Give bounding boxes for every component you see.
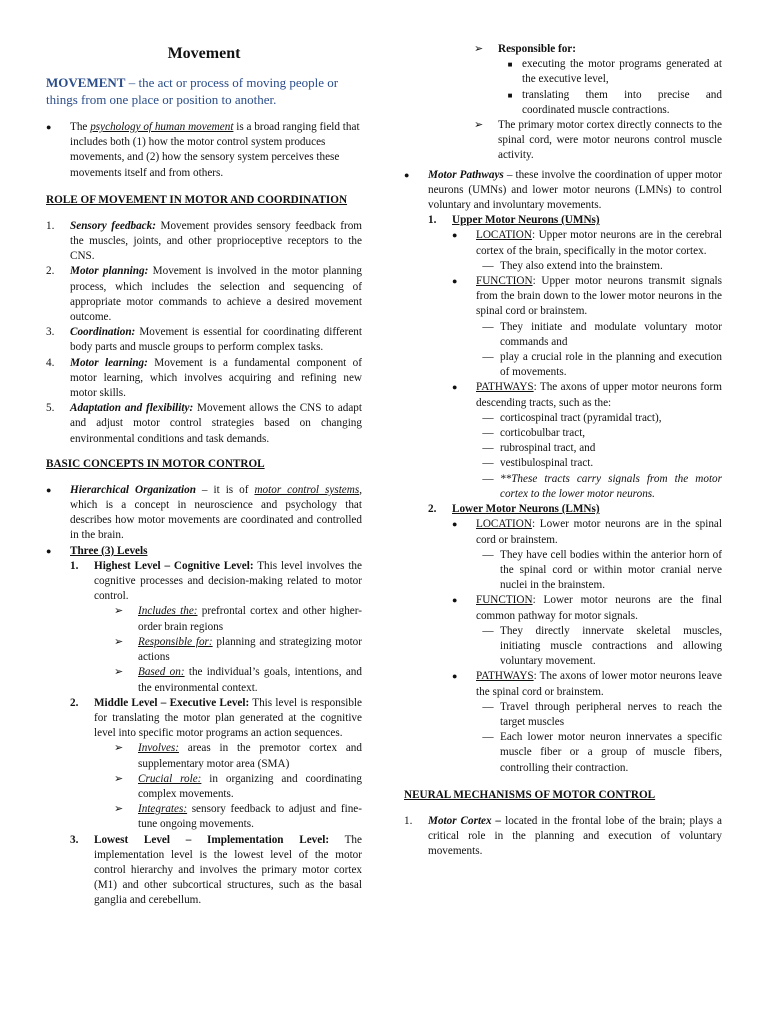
arrow-bullet-icon: ➢ xyxy=(114,605,124,618)
dash-bullet-icon: — xyxy=(482,624,494,637)
level-item xyxy=(70,696,362,742)
dash-bullet-icon: — xyxy=(482,472,494,485)
level-title: Middle Level – Executive Level: xyxy=(94,696,250,709)
definition-text: – the act or process of moving people or things from one place or position to another. xyxy=(46,75,339,107)
item-term: Coordination: xyxy=(70,326,136,339)
square-item xyxy=(498,88,722,118)
umn-pathways xyxy=(452,380,722,410)
location-desc: : Lower motor neurons are in the spinal cord or brainstem. xyxy=(476,518,722,546)
hierarchical-bullet xyxy=(46,483,362,544)
item-number: 1. xyxy=(46,219,55,232)
lmn-location xyxy=(452,517,722,547)
item-text xyxy=(70,219,362,265)
square-item xyxy=(498,57,722,87)
pathways-bullet xyxy=(404,168,722,214)
sub-desc: planning and strategizing motor actions xyxy=(138,635,362,664)
responsible-item xyxy=(474,42,722,57)
sub-text xyxy=(138,635,362,665)
dash-bullet-icon: — xyxy=(482,700,494,713)
intro-emphasis: psychology of human movement xyxy=(90,121,234,133)
dash-bullet-icon: — xyxy=(482,731,494,744)
bullet-dot-icon: ● xyxy=(452,276,458,287)
bullet-dot-icon: ● xyxy=(452,519,458,530)
sub-label: Crucial role: xyxy=(138,772,202,785)
square-text: executing the motor programs generated at the executive level, xyxy=(522,58,722,86)
level-text xyxy=(94,696,362,742)
intro-post: is a broad ranging field that includes both (1) how the motor control system produces movements, and (2) how the sensory system perceives these movements itself and from others. xyxy=(70,121,360,179)
pathways-detail-text xyxy=(476,380,722,410)
intro-bullet xyxy=(46,120,362,181)
location-text xyxy=(476,228,722,258)
left-column xyxy=(46,0,362,909)
umn-details xyxy=(428,228,722,502)
bullet-dot-icon: ● xyxy=(46,122,52,132)
lmn-details xyxy=(428,517,722,775)
level-desc: This level involves the cognitive processes and decision-making related to motor control. xyxy=(94,559,362,603)
hier-mid: – it is of xyxy=(195,483,255,496)
pathways-label: PATHWAYS xyxy=(476,381,534,394)
square-bullet-icon: ■ xyxy=(507,90,513,100)
item-term: Motor planning: xyxy=(70,265,149,278)
level-desc: This level is responsible for translating the motor plan generated at the cognitive level into specific motor programs an action sequences. xyxy=(94,696,362,740)
item-number: 4. xyxy=(46,356,55,369)
role-heading: ROLE OF MOVEMENT IN MOTOR AND COORDINATION xyxy=(46,193,348,206)
definition-term: MOVEMENT xyxy=(46,75,126,90)
dash-item xyxy=(476,426,722,441)
item-number: 1. xyxy=(404,814,413,827)
arrow-bullet-icon: ➢ xyxy=(114,803,124,816)
level-number: 1. xyxy=(70,559,79,572)
lmn-number: 2. xyxy=(428,503,437,516)
level-item xyxy=(70,833,362,909)
three-levels-bullet xyxy=(46,544,362,559)
sub-text xyxy=(138,604,362,634)
dash-item xyxy=(476,411,722,426)
sub-label: Responsible for: xyxy=(138,635,213,648)
role-item xyxy=(46,325,362,355)
levels-list xyxy=(46,559,362,909)
bullet-dot-icon: ● xyxy=(452,382,458,393)
location-label: LOCATION xyxy=(476,229,532,242)
umn-item xyxy=(428,213,722,228)
dash-item xyxy=(476,548,722,594)
sub-desc: areas in the premotor cortex and supplementary motor area (SMA) xyxy=(138,742,362,770)
sub-item xyxy=(114,741,362,771)
dash-item xyxy=(476,441,722,456)
sub-text xyxy=(138,741,362,771)
document-title: Movement xyxy=(167,45,241,62)
dash-bullet-icon: — xyxy=(482,411,494,424)
motor-cortex-term: Motor Cortex – xyxy=(428,814,502,827)
item-desc: Movement allows the CNS to adapt and adjust motor control strategies based on changing environmental conditions and task demands. xyxy=(70,402,362,445)
pathways-detail-text xyxy=(476,669,722,699)
square-bullet-icon: ■ xyxy=(507,60,513,70)
umn-location xyxy=(452,228,722,258)
item-desc: Movement is a fundamental component of motor learning, which involves acquiring and refining new motor skills. xyxy=(70,356,362,400)
pathways-detail-desc: : The axons of upper motor neurons form descending tracts, such as the: xyxy=(476,381,722,409)
dash-bullet-icon: — xyxy=(482,320,494,333)
role-item xyxy=(46,356,362,402)
bullet-dot-icon: ● xyxy=(452,671,458,682)
pathways-label: PATHWAYS xyxy=(476,670,534,683)
function-label: FUNCTION xyxy=(476,594,533,607)
motor-cortex-desc: located in the frontal lobe of the brain; plays a critical role in the planning and execution of voluntary movements. xyxy=(428,814,722,858)
responsible-label: Responsible for: xyxy=(498,43,577,55)
sub-text xyxy=(138,772,362,802)
function-desc: : Upper motor neurons transmit signals from the brain down to the lower motor neurons in the spinal cord or brainstem. xyxy=(476,275,722,318)
item-text xyxy=(70,264,362,325)
dash-item xyxy=(476,700,722,730)
level-number: 3. xyxy=(70,833,79,846)
intro-pre: The xyxy=(70,121,91,133)
dash-item xyxy=(476,320,722,350)
location-label: LOCATION xyxy=(476,518,532,531)
tracts-note: **These tracts carry signals from the motor cortex to the lower motor neurons. xyxy=(500,472,722,500)
dash-bullet-icon: — xyxy=(482,442,494,455)
bullet-dot-icon: ● xyxy=(452,230,458,241)
umn-function xyxy=(452,274,722,320)
dash-item xyxy=(476,456,722,471)
pathways-term: Motor Pathways xyxy=(428,168,504,181)
role-item xyxy=(46,219,362,265)
arrow-bullet-icon: ➢ xyxy=(114,742,124,755)
arrow-bullet-icon: ➢ xyxy=(114,666,124,679)
dash-bullet-icon: — xyxy=(482,457,494,470)
dash-text: Travel through peripheral nerves to reach the target muscles xyxy=(500,700,722,728)
dash-bullet-icon: — xyxy=(482,259,494,272)
umn-title: Upper Motor Neurons (UMNs) xyxy=(452,214,600,227)
sub-item xyxy=(114,665,362,695)
item-text xyxy=(70,356,362,402)
sub-label: Involves: xyxy=(138,742,179,755)
sub-text xyxy=(138,665,362,695)
item-desc: Movement is essential for coordinating different body parts and muscle groups to perform complex tasks. xyxy=(70,326,362,354)
dash-text: They initiate and modulate voluntary motor commands and xyxy=(500,320,722,348)
dash-text: They also extend into the brainstem. xyxy=(500,259,663,272)
item-text xyxy=(70,325,362,355)
level-desc: The implementation level is the lowest level of the motor control hierarchy and involves the primary motor cortex (M1) and other subcortical structures, such as the basal ganglia and cerebellum. xyxy=(94,833,362,907)
sub-label: Integrates: xyxy=(138,803,188,816)
neural-heading: NEURAL MECHANISMS OF MOTOR CONTROL xyxy=(404,788,656,801)
level-title: Lowest Level – Implementation Level: xyxy=(94,833,330,846)
umn-number: 1. xyxy=(428,214,437,227)
sub-label: Includes the: xyxy=(138,605,198,618)
dash-text: Each lower motor neuron innervates a specific muscle fiber or a group of muscle fibers, controlling their contraction. xyxy=(500,731,722,774)
item-term: Motor learning: xyxy=(70,356,148,369)
level-number: 2. xyxy=(70,696,79,709)
role-list xyxy=(46,219,362,447)
sub-label: Based on: xyxy=(138,666,185,679)
dash-bullet-icon: — xyxy=(482,427,494,440)
dash-bullet-icon: — xyxy=(482,351,494,364)
dash-text: They directly innervate skeletal muscles, initiating muscle contractions and allowing voluntary movement. xyxy=(500,624,722,668)
dash-text: corticospinal tract (pyramidal tract), xyxy=(500,411,662,424)
dash-text: They have cell bodies within the anterior horn of the spinal cord or within motor cranial nerve nuclei in the brainstem. xyxy=(500,548,722,592)
arrow-bullet-icon: ➢ xyxy=(114,772,124,785)
pathways-desc: – these involve the coordination of upper motor neurons (UMNs) and lower motor neurons (LMNs) to control voluntary and involuntary movements. xyxy=(428,168,722,212)
arrow-bullet-icon: ➢ xyxy=(114,635,124,648)
hier-term: Hierarchical Organization xyxy=(70,483,196,496)
dash-item xyxy=(476,259,722,274)
sub-item xyxy=(114,802,362,832)
dash-text: vestibulospinal tract. xyxy=(500,457,594,470)
item-term: Sensory feedback: xyxy=(70,219,156,232)
item-number: 5. xyxy=(46,402,55,415)
primary-text: The primary motor cortex directly connects to the spinal cord, were motor neurons control muscle activity. xyxy=(498,119,722,162)
function-text xyxy=(476,593,722,623)
motor-cortex-item xyxy=(404,814,722,860)
motor-cortex-text xyxy=(428,814,722,860)
movement-definition xyxy=(46,74,362,108)
sub-text xyxy=(138,802,362,832)
role-item xyxy=(46,401,362,447)
sub-item xyxy=(114,772,362,802)
bullet-dot-icon: ● xyxy=(46,484,52,495)
function-label: FUNCTION xyxy=(476,275,533,288)
responsible-list xyxy=(474,57,722,118)
bullet-dot-icon: ● xyxy=(46,545,52,556)
item-number: 3. xyxy=(46,326,55,339)
function-desc: : Lower motor neurons are the final common pathway for motor signals. xyxy=(476,594,722,622)
pathways-text xyxy=(428,168,722,214)
square-text: translating them into precise and coordinated muscle contractions. xyxy=(522,88,722,116)
dash-text: play a crucial role in the planning and execution of movements. xyxy=(500,351,722,379)
dash-item xyxy=(476,624,722,670)
three-levels-label: Three (3) Levels xyxy=(70,544,148,557)
level-subs xyxy=(70,604,362,695)
right-column xyxy=(404,0,722,859)
level-text xyxy=(94,559,362,605)
item-number: 2. xyxy=(46,265,55,278)
location-text xyxy=(476,517,722,547)
level-item xyxy=(70,559,362,605)
lmn-title: Lower Motor Neurons (LMNs) xyxy=(452,503,600,516)
sub-item xyxy=(114,604,362,634)
lmn-pathways xyxy=(452,669,722,699)
arrow-bullet-icon: ➢ xyxy=(474,43,484,55)
level-subs xyxy=(70,741,362,832)
sub-desc: sensory feedback to adjust and fine-tune ongoing movements. xyxy=(138,803,362,831)
sub-desc: in organizing and coordinating complex movements. xyxy=(138,772,362,800)
dash-item xyxy=(476,472,722,502)
neuron-list xyxy=(404,213,722,776)
sub-desc: the individual’s goals, intentions, and the environmental context. xyxy=(138,666,362,694)
bullet-dot-icon: ● xyxy=(404,169,410,180)
dash-text: corticobulbar tract, xyxy=(500,427,586,440)
level-text xyxy=(94,833,362,909)
lmn-item xyxy=(428,502,722,517)
item-desc: Movement provides sensory feedback from the muscles, joints, and other proprioceptive receptors to the CNS. xyxy=(70,219,362,263)
item-desc: Movement is involved in the motor planning process, which includes the selection and sequencing of appropriate motor commands to achieve a desired movement outcome. xyxy=(70,265,362,324)
hierarchical-text xyxy=(70,483,362,544)
item-text xyxy=(70,401,362,447)
sub-item xyxy=(114,635,362,665)
basic-heading: BASIC CONCEPTS IN MOTOR CONTROL xyxy=(46,457,265,470)
intro-text xyxy=(70,120,362,181)
item-term: Adaptation and flexibility: xyxy=(70,402,194,415)
role-item xyxy=(46,264,362,325)
lmn-function xyxy=(452,593,722,623)
hier-emphasis: motor control systems xyxy=(254,483,360,496)
location-desc: : Upper motor neurons are in the cerebral cortex of the brain, specifically in the motor cortex. xyxy=(476,229,722,257)
function-text xyxy=(476,274,722,320)
hier-post: , which is a concept in neuroscience and psychology that describes how motor movements are coordinated and controlled in the brain. xyxy=(70,483,362,542)
dash-text: rubrospinal tract, and xyxy=(500,442,596,455)
bullet-dot-icon: ● xyxy=(452,595,458,606)
primary-item xyxy=(474,118,722,164)
dash-item xyxy=(476,730,722,776)
pathways-detail-desc: : The axons of lower motor neurons leave the spinal cord or brainstem. xyxy=(476,670,722,698)
dash-item xyxy=(476,350,722,380)
sub-desc: prefrontal cortex and other higher-order brain regions xyxy=(138,605,362,633)
arrow-bullet-icon: ➢ xyxy=(474,119,484,132)
dash-bullet-icon: — xyxy=(482,548,494,561)
level-title: Highest Level – Cognitive Level: xyxy=(94,559,254,572)
responsible-block xyxy=(404,42,722,164)
